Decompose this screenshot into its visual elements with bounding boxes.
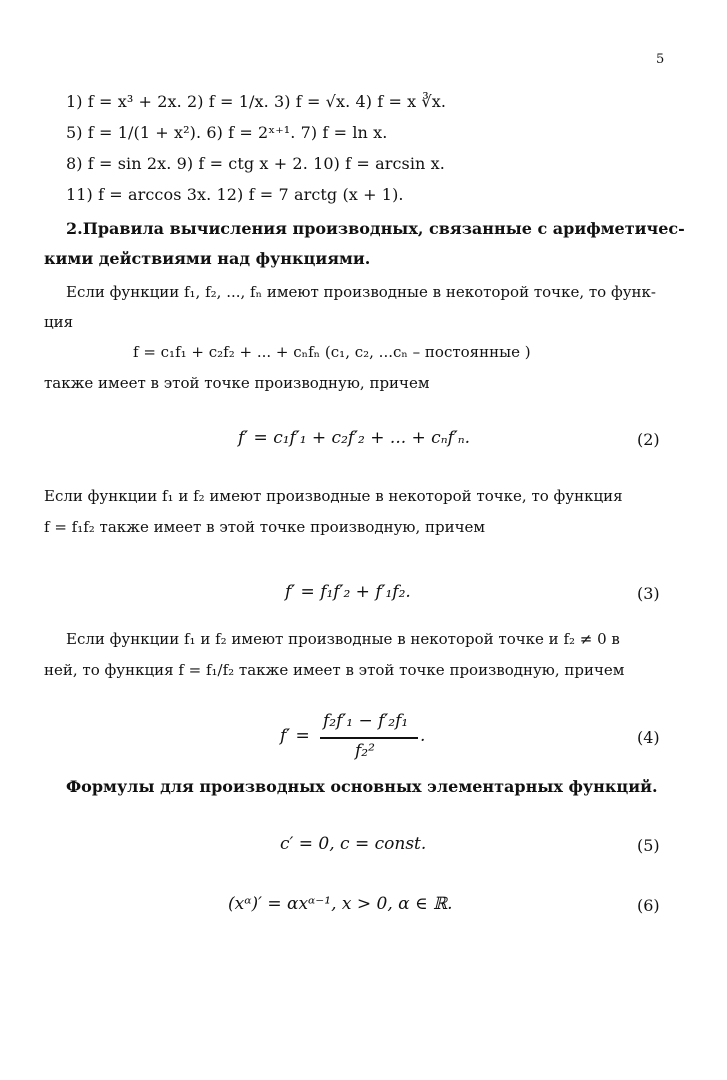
equation-number-2: (2) [637,430,660,449]
section-title-line: кими действиями над функциями. [44,249,371,268]
formula-linear-combination: f = c₁f₁ + c₂f₂ + ... + cₙfₙ (c₁, c₂, ...cₙ – постоянные ) [133,343,531,361]
section-title-line: 2.Правила вычисления производных, связанные с арифметичес- [66,219,685,238]
paragraph-line: ция [44,313,74,331]
formula-4-end: . [420,726,426,746]
exercise-line: 8) f = sin 2x. 9) f = ctg x + 2. 10) f = arcsin x. [66,154,445,173]
fraction-bar [320,737,418,739]
equation-number-4: (4) [637,728,660,747]
paragraph-line: ней, то функция f = f₁/f₂ также имеет в этой точке производную, причем [44,661,625,679]
formula-5: c′ = 0, c = const. [280,834,427,854]
paragraph-line: также имеет в этой точке производную, причем [44,374,430,392]
formula-4-numerator: f₂f′₁ − f′₂f₁ [323,711,409,731]
formula-6: (xᵅ)′ = αxᵅ⁻¹, x > 0, α ∈ ℝ. [228,894,453,914]
paragraph-line: f = f₁f₂ также имеет в этой точке производную, причем [44,518,486,536]
formulas-heading: Формулы для производных основных элементарных функций. [66,777,658,796]
formula-3: f′ = f₁f′₂ + f′₁f₂. [285,582,411,602]
paragraph-line: Если функции f₁ и f₂ имеют производные в некоторой точке, то функция [44,487,623,505]
equation-number-6: (6) [637,896,660,915]
exercise-line: 1) f = x³ + 2x. 2) f = 1/x. 3) f = √x. 4) f = x ∛x. [66,92,447,111]
exercise-line: 11) f = arccos 3x. 12) f = 7 arctg (x + 1). [66,185,404,204]
paragraph-line: Если функции f₁, f₂, ..., fₙ имеют производные в некоторой точке, то функ- [66,283,656,301]
formula-4-denominator: f₂² [355,741,375,761]
equation-number-3: (3) [637,584,660,603]
paragraph-line: Если функции f₁ и f₂ имеют производные в некоторой точке и f₂ ≠ 0 в [66,630,620,648]
formula-4-lhs: f′ = [280,726,310,746]
equation-number-5: (5) [637,836,660,855]
formula-2: f′ = c₁f′₁ + c₂f′₂ + ... + cₙf′ₙ. [238,428,471,448]
exercise-line: 5) f = 1/(1 + x²). 6) f = 2ˣ⁺¹. 7) f = ln x. [66,123,388,142]
page-number: 5 [656,52,665,67]
